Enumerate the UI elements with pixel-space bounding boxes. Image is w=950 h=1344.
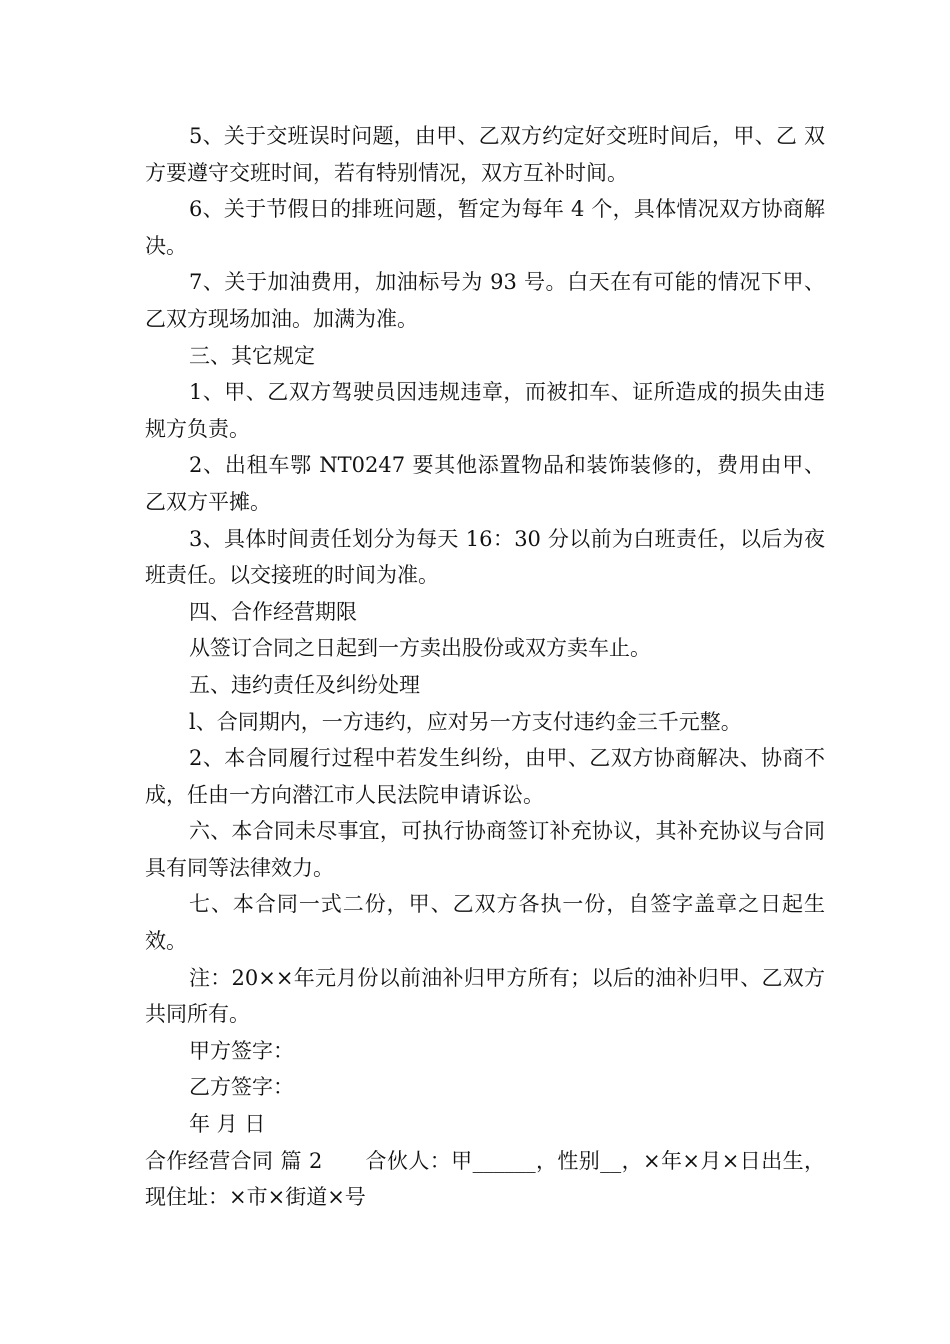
- paragraph-4: 1、甲、乙双方驾驶员因违规违章，而被扣车、证所造成的损失由违规方负责。: [145, 380, 825, 441]
- paragraph-7: 从签订合同之日起到一方卖出股份或双方卖车止。: [189, 636, 651, 661]
- paragraph-2: 6、关于节假日的排班问题，暂定为每年 4 个，具体情况双方协商解决。: [145, 197, 825, 258]
- date-line: 年 月 日: [189, 1112, 266, 1137]
- paragraph-1: 5、关于交班误时问题，由甲、乙双方约定好交班时间后，甲、乙 双方要遵守交班时间，若有特别情况，双方互补时间。: [145, 124, 825, 185]
- document-body: [145, 118, 825, 1216]
- paragraph-6: 3、具体时间责任划分为每天 16：30 分以前为白班责任，以后为夜班责任。以交接班的时间为准。: [145, 526, 825, 588]
- paragraph-10: 六、本合同未尽事宜，可执行协商签订补充协议，其补充协议与合同具有同等法律效力。: [145, 819, 825, 880]
- paragraph-8: l、合同期内，一方违约，应对另一方支付违约金三千元整。: [189, 709, 742, 734]
- note-paragraph: 注：20××年元月份以前油补归甲方所有；以后的油补归甲、乙双方共同所有。: [145, 965, 825, 1027]
- section-heading-3: 三、其它规定: [189, 343, 315, 368]
- section-heading-5: 五、违约责任及纠纷处理: [189, 672, 420, 697]
- paragraph-3: 7、关于加油费用，加油标号为 93 号。白天在有可能的情况下甲、乙双方现场加油。加满为准。: [145, 270, 825, 331]
- contract-2-intro: 合作经营合同 篇 2 合伙人：甲______，性别__，×年×月×日出生，现住址：×市×街道×号: [145, 1148, 825, 1210]
- section-heading-4: 四、合作经营期限: [189, 599, 357, 624]
- party-b-signature: 乙方签字：: [189, 1075, 294, 1100]
- paragraph-5: 2、出租车鄂 NT0247 要其他添置物品和装饰装修的，费用由甲、乙双方平摊。: [145, 453, 825, 514]
- party-a-signature: 甲方签字：: [189, 1038, 294, 1063]
- paragraph-9: 2、本合同履行过程中若发生纠纷，由甲、乙双方协商解决、协商不成，任由一方向潜江市人民法院申请诉讼。: [145, 746, 825, 807]
- paragraph-11: 七、本合同一式二份，甲、乙双方各执一份，自签字盖章之日起生效。: [145, 892, 825, 954]
